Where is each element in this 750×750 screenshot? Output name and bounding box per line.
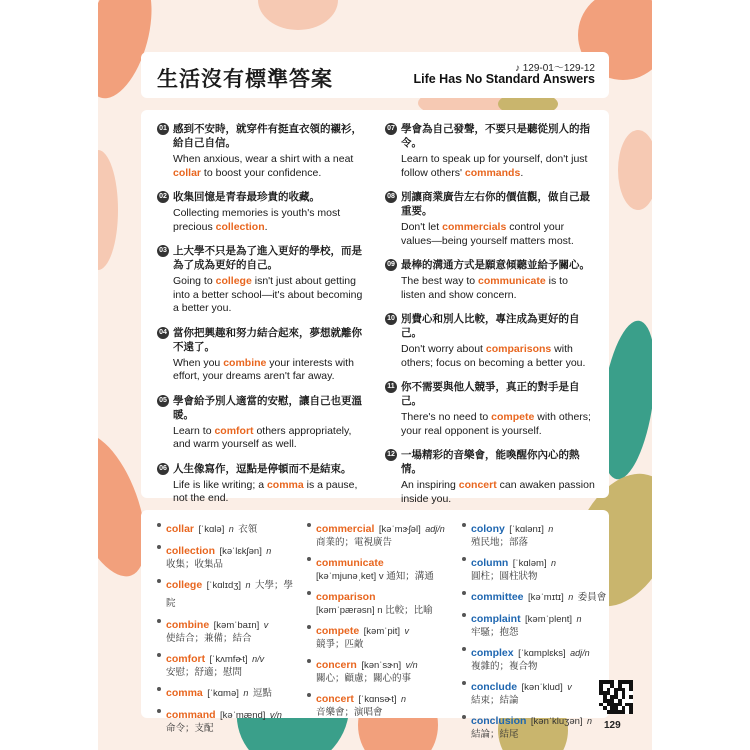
phrase-keyword: commands [464,166,521,179]
vocab-pos: n [245,580,251,590]
phrase-entry [385,190,595,248]
phrase-en-text: Life is like writing; a [173,478,267,491]
vocab-line [166,615,297,633]
phrase-en-text: Going to [173,275,216,287]
vocab-item [157,683,297,701]
vocab-word: complex [471,647,514,659]
decor-blob [258,0,338,30]
phrase-en-text: . [264,220,268,233]
phrase-number: 06 [157,463,169,475]
vocab-meaning: [kəˈmjunəˌket] v 通知；溝通 [316,571,434,582]
vocab-line [471,643,607,661]
phrase-keyword: combine [223,356,267,369]
vocab-phonetic: [ˈkɑnsɚt] [358,694,397,705]
vocab-phonetic: [ˈkɑlənɪ] [509,524,544,535]
phrase-number: 04 [157,327,169,339]
vocab-pos: n [568,592,574,602]
phrase-entry [157,462,367,506]
phrase-en-text: isn't just about getting into a better school—it's about becoming a better you. [173,275,363,314]
vocab-meaning: 圓柱；圓柱狀物 [471,571,538,582]
page-number: 129 [604,720,621,731]
vocab-pos: adj/n [570,648,590,658]
vocab-item [157,705,297,735]
vocab-phonetic: [ˈkɑlə] [198,524,225,535]
vocab-word: command [166,709,216,721]
phrase-number: 09 [385,259,397,271]
vocab-meaning: 結束；結論 [471,695,519,706]
phrase-en-text: Don't let [401,221,443,233]
vocab-pos: n [576,614,582,624]
phrase-en-text: Learn to speak up for yourself, don't just follow others' [401,153,588,179]
vocab-meaning: 殖民地；部落 [471,537,529,548]
phrase-keyword: collar [173,166,202,179]
phrase-number: 05 [157,395,169,407]
vocab-line [166,575,297,611]
phrase-en [401,221,595,248]
phrase-zh: 上大學不只是為了進入更好的學校，而是為了成為更好的自己。 [173,245,362,271]
phrase-entry [385,380,595,438]
phrase-en-text: When anxious, wear a shirt with a neat [173,153,354,165]
vocab-meaning: 大學；學院 [166,580,294,609]
phrase-entry [385,122,595,180]
vocab-line [471,587,607,605]
phrase-en-text: An inspiring [401,479,459,491]
phrase-en [401,479,595,506]
vocab-word: comma [166,687,203,699]
phrase-keyword: comparisons [485,343,552,355]
vocab-item [157,541,297,571]
vocab-phonetic: [kəˈlɛkʃən] [219,546,262,557]
vocab-pos: v/n [405,660,418,670]
vocab-word: complaint [471,613,521,625]
phrase-en-text: with others; your real opponent is yourself. [401,411,591,437]
vocab-phonetic: [kəmˈplent] [525,614,573,625]
vocab-word: compete [316,625,360,637]
vocab-column [157,519,297,739]
vocab-column [307,519,457,723]
phrase-en-text: others appropriately, and warm yourself as well. [173,424,352,450]
vocab-meaning: 委員會 [577,592,607,603]
decor-blob [618,130,652,210]
vocab-pos: n [548,524,554,534]
phrase-zh: 一場精彩的音樂會，能喚醒你內心的熱情。 [401,449,580,475]
vocab-word: concern [316,659,357,671]
qr-code-icon[interactable] [599,680,633,714]
vocab-item [462,519,607,549]
phrase-en-text: Don't worry about [401,343,486,355]
phrase-en [401,153,595,180]
phrase-zh: 最棒的溝通方式是願意傾聽並給予關心。 [401,259,590,271]
phrase-number: 01 [157,123,169,135]
vocab-line [316,655,457,673]
vocab-pos: n [587,716,593,726]
phrase-en-text: Learn to [173,424,215,437]
phrase-entry [157,122,367,180]
vocab-line [166,705,297,723]
vocab-item [462,587,607,605]
vocab-line [471,711,607,729]
vocab-meaning: 關心；顧慮；關心的事 [316,673,412,684]
vocab-item [157,575,297,611]
phrase-en-text: Collecting memories is youth's most precious [173,207,341,233]
vocab-meaning: 命令；支配 [166,723,214,734]
page-title-en: Life Has No Standard Answers [413,72,595,86]
vocab-word: concert [316,693,354,705]
vocab-line [316,587,457,605]
vocab-item [307,587,457,617]
phrase-number: 12 [385,449,397,461]
phrase-number: 11 [385,381,397,393]
vocab-meaning: 商業的；電視廣告 [316,537,393,548]
phrase-en [401,411,595,438]
phrase-keyword: collection [215,220,265,233]
vocab-pos: v [404,626,410,636]
vocab-phonetic: [kəˈmænd] [220,710,266,721]
phrase-en-text: control your values—being yourself matters most. [401,221,574,247]
vocab-card [141,510,609,740]
phrase-keyword: college [215,275,252,287]
vocab-line [166,649,297,667]
vocab-line [316,621,457,639]
page-title-zh: 生活沒有標準答案 [157,68,333,91]
vocab-word: comparison [316,591,376,603]
vocab-meaning: 競爭；匹敵 [316,639,364,650]
phrase-en-text: The best way to [401,275,479,287]
phrase-number: 03 [157,245,169,257]
phrase-column-left [157,122,367,516]
vocab-meaning: 使結合；兼備；結合 [166,633,252,644]
vocab-pos: v [263,620,269,630]
phrase-keyword: communicate [478,275,546,287]
vocab-pos: n [243,688,249,698]
vocab-meaning: 音樂會；演唱會 [316,707,383,718]
phrase-keyword: comma [266,478,304,491]
phrase-entry [385,258,595,302]
vocab-phonetic: [kənˈsɝn] [361,660,402,671]
vocab-column [462,519,607,745]
phrase-entry [385,448,595,506]
phrase-en [173,357,367,384]
phrase-zh: 感到不安時，就穿件有挺直衣領的襯衫，給自己自信。 [173,123,362,149]
vocab-item [307,689,457,719]
phrase-keyword: concert [458,479,497,491]
vocab-item [157,615,297,645]
phrase-entry [385,312,595,370]
phrase-entry [157,244,367,316]
phrase-entry [157,190,367,234]
audio-track-label: ♪ 129-01～129-12 [514,63,595,74]
vocab-pos: n/v [252,654,265,664]
phrase-number: 08 [385,191,397,203]
phrase-zh: 你不需要與他人競爭，真正的對手是自己。 [401,381,580,407]
vocab-pos: n [228,524,234,534]
vocab-meaning: 結論；結尾 [471,729,519,740]
vocab-item [307,519,457,549]
vocab-pos: n [401,694,407,704]
vocab-word: conclude [471,681,518,693]
vocab-line [471,677,607,695]
vocab-phonetic: [kənˈkluʒən] [530,716,583,727]
phrase-entry [157,326,367,384]
phrase-number: 07 [385,123,397,135]
vocab-phonetic: [kəˈmɪtɪ] [527,592,564,603]
decor-blob [98,150,118,270]
phrase-zh: 別費心和別人比較，專注成為更好的自己。 [401,313,580,339]
phrase-keyword: compete [491,411,535,423]
vocab-meaning: 收集；收集品 [166,559,224,570]
phrase-en-text: . [520,166,524,179]
vocab-item [462,711,607,741]
phrase-number: 02 [157,191,169,203]
phrase-zh: 收集回憶是青春最珍貴的收藏。 [173,191,320,203]
phrase-zh: 學會給予別人適當的安慰，讓自己也更溫暖。 [173,394,362,421]
vocab-pos: n [551,558,557,568]
vocab-phonetic: [ˈkɑləm] [512,558,547,569]
phrase-zh: 當你把興趣和努力結合起來，夢想就離你不遠了。 [173,326,362,353]
vocab-word: communicate [316,557,384,569]
phrase-en [173,425,367,452]
vocab-item [462,643,607,673]
vocab-item [462,553,607,583]
phrase-en-text: There's no need to [401,411,492,423]
vocab-phonetic: [kəmˈbaɪn] [213,620,260,631]
phrase-column-right [385,122,595,516]
phrase-en-text: to boost your confidence. [201,166,322,179]
vocab-pos: v [567,682,572,692]
vocab-meaning: 複雜的；複合物 [471,661,538,672]
phrase-en-text: can awaken passion inside you. [401,479,595,505]
vocab-line [471,553,607,571]
phrase-en [401,343,595,370]
vocab-line [471,609,607,627]
vocab-line [166,519,297,537]
vocab-item [462,677,607,707]
vocab-phonetic: [kəˈmɝʃəl] [378,524,421,535]
vocab-word: conclusion [471,715,527,727]
phrase-entry [157,394,367,452]
vocab-item [462,609,607,639]
phrase-zh: 學會為自己發聲，不要只是聽從別人的指令。 [401,123,590,149]
vocab-line [316,689,457,707]
vocab-line [166,541,297,559]
vocab-meaning: 逗點 [252,688,272,699]
page [98,0,652,750]
phrase-en [173,207,367,234]
vocab-meaning: 牢騷；抱怨 [471,627,519,638]
vocab-line [471,519,607,537]
phrase-card [141,110,609,505]
vocab-line [316,553,457,571]
vocab-pos: n [266,546,272,556]
phrase-en-text: with others; focus on becoming a better you. [401,343,586,369]
vocab-phonetic: [kənˈklud] [521,682,563,693]
vocab-word: column [471,557,509,569]
phrase-en-text: is to listen and show concern. [401,275,568,301]
vocab-item [157,649,297,679]
vocab-line [316,519,457,537]
vocab-phonetic: [kəmˈpit] [363,626,401,637]
phrase-keyword: commercials [442,221,507,233]
vocab-pos: v/n [269,710,282,720]
vocab-word: committee [471,591,524,603]
phrase-en-text: your interests with effort, your dreams aren't far away. [173,356,354,382]
vocab-phonetic: [ˈkʌmfɚt] [209,654,248,665]
vocab-meaning: 衣領 [238,524,258,535]
phrase-en [173,479,367,506]
vocab-word: collar [166,523,195,535]
vocab-item [307,655,457,685]
vocab-phonetic: [ˈkɑmə] [207,688,239,699]
phrase-number: 10 [385,313,397,325]
vocab-word: combine [166,619,210,631]
vocab-item [307,621,457,651]
vocab-meaning: 安慰；舒適；慰問 [166,667,243,678]
vocab-pos: adj/n [425,524,445,534]
phrase-en [173,275,367,316]
vocab-line [166,683,297,701]
vocab-phonetic: [ˈkɑlɪdʒ] [206,580,242,591]
phrase-zh: 別讓商業廣告左右你的價值觀，做自己最重要。 [401,191,590,217]
phrase-en [401,275,595,302]
vocab-word: collection [166,545,216,557]
vocab-word: college [166,579,203,591]
phrase-en-text: When you [173,356,224,369]
vocab-item [157,519,297,537]
vocab-item [307,553,457,583]
vocab-phonetic: [ˈkɑmplɛks] [518,648,566,659]
header-card [141,52,609,98]
phrase-zh: 人生像寫作，逗點是停頓而不是結束。 [173,462,352,475]
phrase-en-text: is a pause, not the end. [173,478,358,504]
vocab-word: comfort [166,653,206,665]
phrase-keyword: comfort [214,424,254,437]
vocab-meaning: [kəmˈpærəsn] n 比較；比喻 [316,605,433,616]
phrase-en [173,153,367,180]
vocab-word: colony [471,523,505,535]
vocab-word: commercial [316,523,375,535]
